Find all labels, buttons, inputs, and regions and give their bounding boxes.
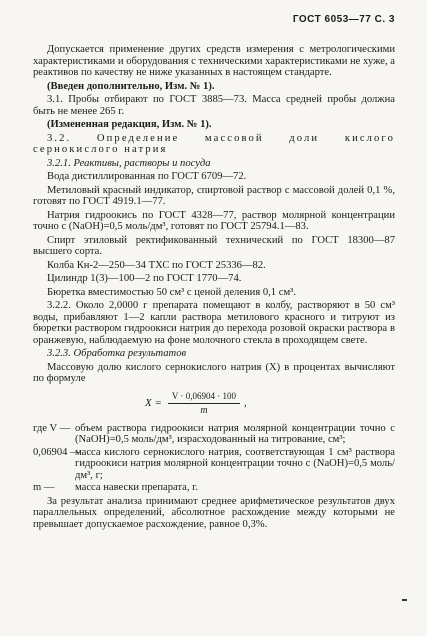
definition-list	[33, 423, 395, 494]
definition-text: объем раствора гидроокиси натрия молярной концентрации точно с (NaOH)=0,5 моль/дм³, израсходованный на титрование, см³;	[75, 422, 395, 445]
definition-text: масса кислого сернокислого натрия, соответствующая 1 см³ раствора гидроокиси натрия молярной концентрации точно с (NaOH)=0,5 моль/дм³, г;	[75, 446, 395, 481]
formula-lhs: X =	[145, 396, 162, 409]
amendment-note-1: (Введен дополнительно, Изм. № 1).	[47, 80, 215, 92]
definition-text: масса навески препарата, г.	[75, 482, 198, 493]
page-mark	[402, 599, 407, 601]
formula-intro: Массовую долю кислого сернокислого натрия (X) в процентах вычисляют по формуле	[33, 361, 395, 384]
definition-item	[33, 423, 395, 446]
reagent-ethanol: Спирт этиловый ректификованный технический по ГОСТ 18300—87 высшего сорта.	[33, 234, 395, 257]
paragraph-3-2-2: 3.2.2. Около 2,0000 г препарата помещают в колбу, растворяют в 50 см³ воды, прибавляют 1—2 капли раствора метилового красного и титруют из бюретки раствором гидроокиси натрия до перехода розовой окраски раствора в оранжевую, наблюдаемую на фоне молочного стекла в проходящем свете.	[33, 300, 395, 346]
definition-item	[33, 447, 395, 482]
section-3-2-1-heading: 3.2.1. Реактивы, растворы и посуда	[47, 157, 211, 169]
equipment-flask: Колба Кн-2—250—34 ТХС по ГОСТ 25336—82.	[47, 259, 266, 271]
page-header: ГОСТ 6053—77 С. 3	[292, 14, 395, 25]
definition-term: где V —	[33, 422, 71, 434]
definition-item	[33, 482, 395, 494]
formula-tail: ,	[244, 396, 247, 409]
amendment-note-2: (Измененная редакция, Изм. № 1).	[47, 119, 212, 130]
formula-fraction	[168, 391, 240, 417]
section-3-2-heading: 3.2. Определение массовой доли кислого сернокислого натрия	[33, 132, 395, 155]
paragraph-3-1: 3.1. Пробы отбирают по ГОСТ 3885—73. Масса средней пробы должна быть не менее 265 г.	[33, 94, 395, 117]
reagent-naoh: Натрия гидроокись по ГОСТ 4328—77, раствор молярной концентрации точно с (NaOH)=0,5 моль/дм³, готовят по ГОСТ 25794.1—83.	[33, 209, 395, 232]
formula	[145, 391, 395, 417]
definition-term: m —	[33, 482, 55, 493]
definition-term: 0,06904 —	[33, 446, 81, 458]
equipment-cylinder: Цилиндр 1(3)—100—2 по ГОСТ 1770—74.	[47, 273, 242, 284]
equipment-burette: Бюретка вместимостью 50 см³ с ценой деления 0,1 см³.	[47, 286, 296, 298]
reagent-indicator: Метиловый красный индикатор, спиртовой раствор с массовой долей 0,1 %, готовят по ГОСТ 4919.1—77.	[33, 184, 395, 207]
result-paragraph: За результат анализа принимают среднее арифметическое результатов двух параллельных определений, абсолютное расхождение между которыми не превышает допускаемое расхождение, равное 0,3%.	[33, 495, 395, 530]
section-3-2-3-heading: 3.2.3. Обработка результатов	[47, 348, 187, 359]
formula-denominator: m	[200, 405, 208, 416]
paragraph-measuring-tools: Допускается применение других средств измерения с метрологическими характеристиками и оборудования с техническими характеристиками не хуже, а реактивов по качеству не ниже указанных в настоящем стандарте.	[33, 44, 395, 78]
reagent-water: Вода дистиллированная по ГОСТ 6709—72.	[47, 171, 247, 182]
page-content	[33, 44, 395, 532]
formula-numerator: V · 0,06904 · 100	[168, 391, 240, 405]
